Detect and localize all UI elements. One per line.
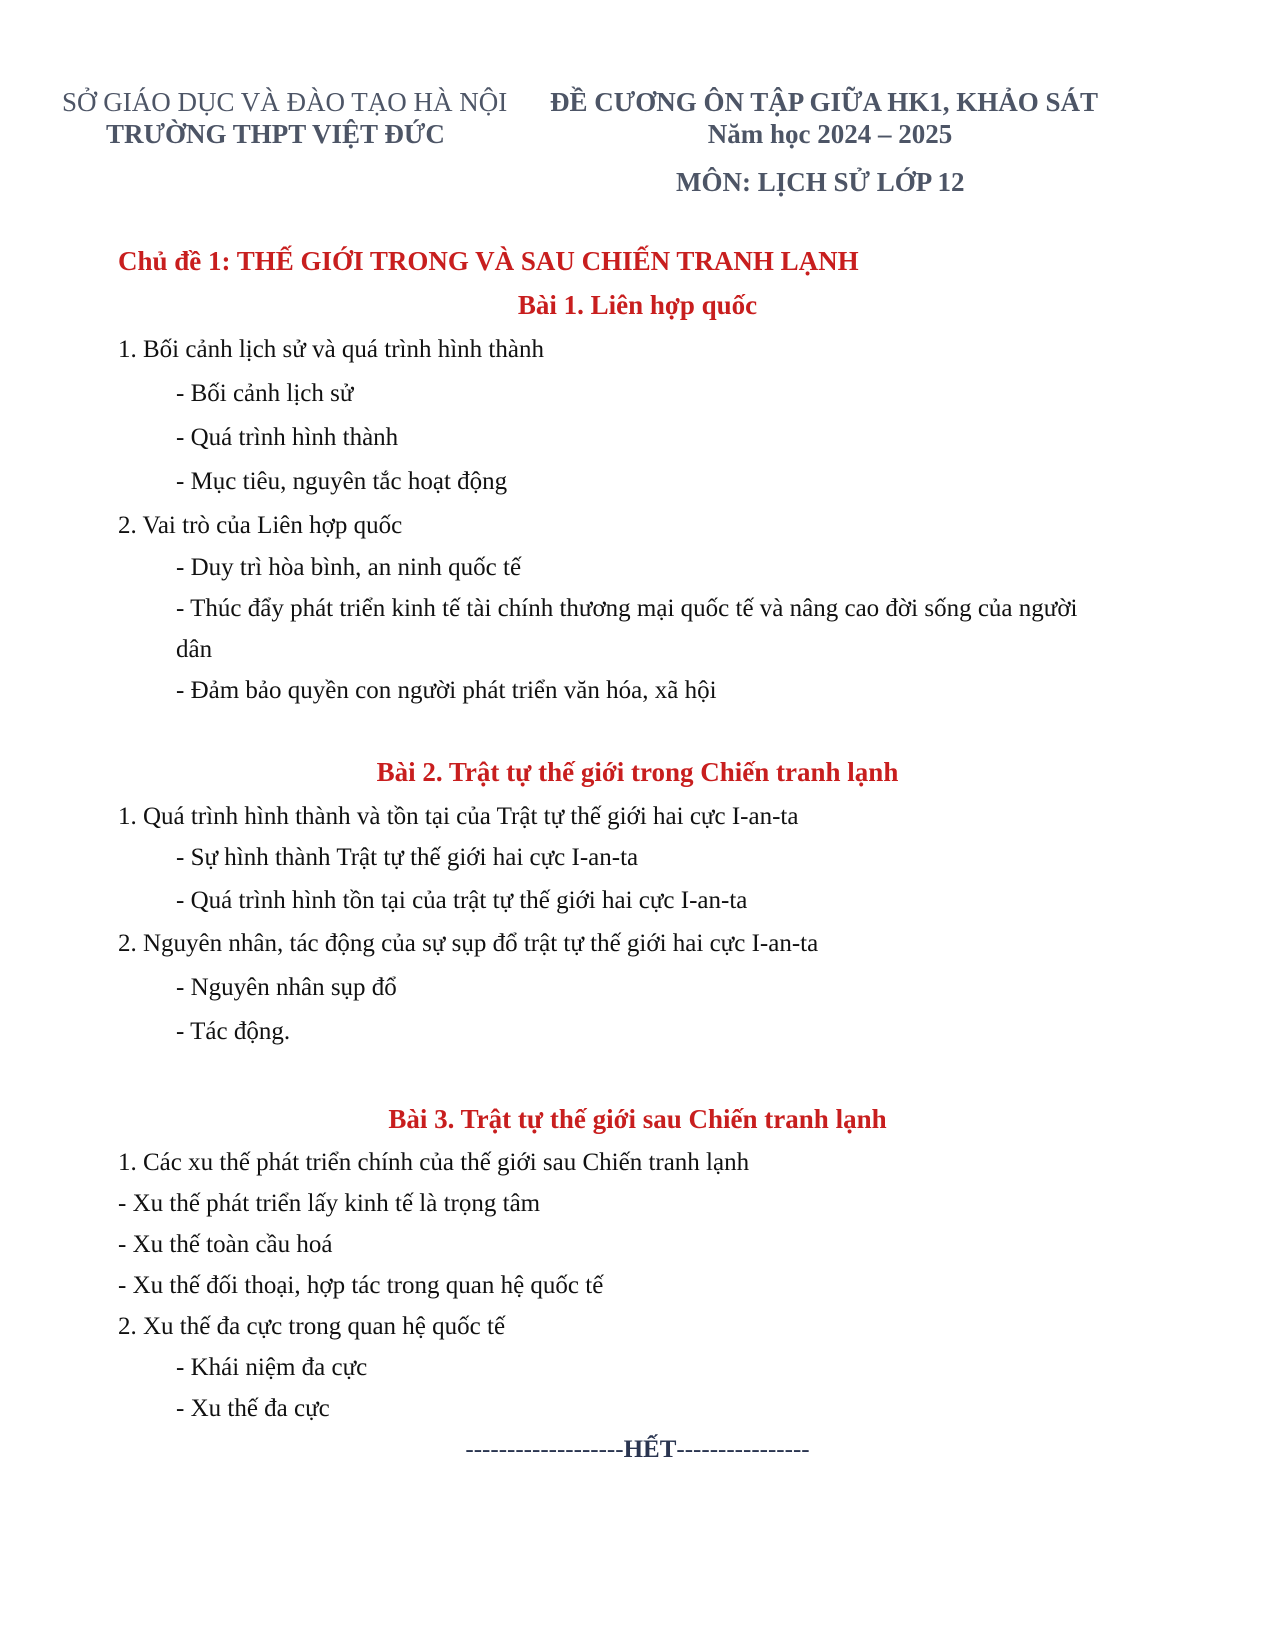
end-dashes-right: ----------------: [676, 1436, 810, 1463]
lesson-1-subitem: - Bối cảnh lịch sử: [176, 380, 354, 407]
lesson-2-item-1: 1. Quá trình hình thành và tồn tại của Trật tự thế giới hai cực I-an-ta: [118, 803, 799, 830]
topic-heading: Chủ đề 1: THẾ GIỚI TRONG VÀ SAU CHIẾN TRANH LẠNH: [118, 246, 859, 276]
lesson-2-subitem: - Sự hình thành Trật tự thế giới hai cực I-an-ta: [176, 844, 639, 871]
lesson-1-subitem: - Đảm bảo quyền con người phát triển văn hóa, xã hội: [176, 677, 717, 704]
lesson-3-subitem: - Xu thế đối thoại, hợp tác trong quan hệ quốc tế: [118, 1272, 604, 1299]
lesson-1-item-2: 2. Vai trò của Liên hợp quốc: [118, 512, 403, 539]
lesson-2-item-2: 2. Nguyên nhân, tác động của sự sụp đổ trật tự thế giới hai cực I-an-ta: [118, 930, 819, 957]
lesson-1-subitem: - Duy trì hòa bình, an ninh quốc tế: [176, 554, 522, 581]
lesson-3-subitem: - Xu thế toàn cầu hoá: [118, 1231, 333, 1258]
lesson-1-subitem: - Thúc đẩy phát triển kinh tế tài chính thương mại quốc tế và nâng cao đời sống của người: [176, 595, 1078, 622]
end-dashes-left: -------------------: [465, 1436, 624, 1463]
end-marker: [0, 1436, 1275, 1464]
lesson-1-title: Bài 1. Liên hợp quốc: [517, 290, 758, 320]
school-year: Năm học 2024 – 2025: [707, 119, 953, 149]
lesson-1-subitem: - Quá trình hình thành: [176, 424, 399, 451]
lesson-3-item-1: 1. Các xu thế phát triển chính của thế giới sau Chiến tranh lạnh: [118, 1149, 750, 1176]
lesson-2-subitem: - Quá trình hình tồn tại của trật tự thế giới hai cực I-an-ta: [176, 887, 748, 914]
lesson-3-item-2: 2. Xu thế đa cực trong quan hệ quốc tế: [118, 1313, 506, 1340]
lesson-3-subitem: - Xu thế phát triển lấy kinh tế là trọng tâm: [118, 1190, 541, 1217]
department-name: SỞ GIÁO DỤC VÀ ĐÀO TẠO HÀ NỘI: [62, 87, 508, 117]
lesson-3-subitem: - Xu thế đa cực: [176, 1395, 330, 1422]
end-word: HẾT: [623, 1436, 677, 1463]
lesson-3-title: Bài 3. Trật tự thế giới sau Chiến tranh lạnh: [388, 1104, 887, 1134]
subject-title: MÔN: LỊCH SỬ LỚP 12: [676, 167, 965, 197]
school-name: TRƯỜNG THPT VIỆT ĐỨC: [106, 119, 445, 149]
lesson-2-subitem: - Nguyên nhân sụp đổ: [176, 974, 397, 1001]
document-title: ĐỀ CƯƠNG ÔN TẬP GIỮA HK1, KHẢO SÁT: [550, 87, 1099, 117]
lesson-2-subitem: - Tác động.: [176, 1018, 291, 1045]
lesson-2-title: Bài 2. Trật tự thế giới trong Chiến tranh lạnh: [376, 757, 899, 787]
lesson-1-subitem: - Mục tiêu, nguyên tắc hoạt động: [176, 468, 508, 495]
lesson-1-subitem-continued: dân: [176, 636, 213, 663]
lesson-3-subitem: - Khái niệm đa cực: [176, 1354, 368, 1381]
lesson-1-item-1: 1. Bối cảnh lịch sử và quá trình hình thành: [118, 336, 544, 363]
